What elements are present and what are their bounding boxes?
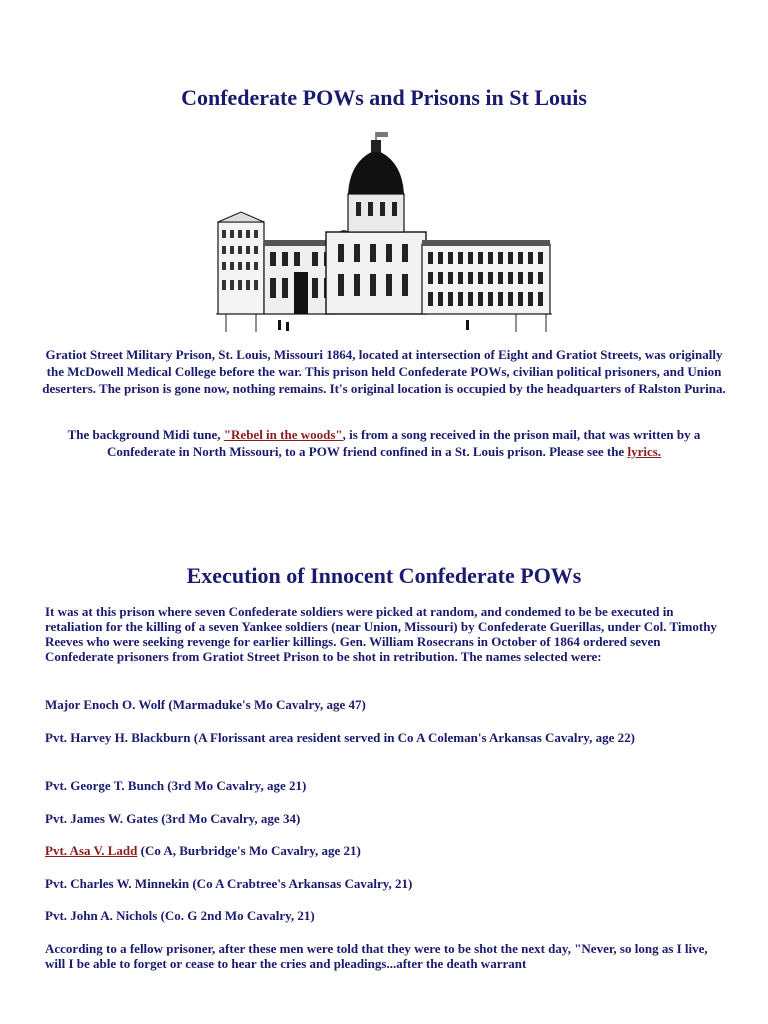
section-title: Execution of Innocent Confederate POWs — [186, 563, 582, 588]
illustration-caption: Gratiot Street Military Prison, St. Louis, Missouri 1864, located at intersection of Eight and Gratiot Streets, was originally the McDowell Medical College before the war. This prison held Confederate POWs, civilian political prisoners, and Union deserters. The prison is gone now, nothing remains. It's original location is occupied by the headquarters of Ralston Purina. — [42, 347, 726, 396]
list-item: Pvt. James W. Gates (3rd Mo Cavalry, age 34) — [45, 811, 301, 826]
prison-illustration — [216, 132, 552, 342]
section-intro: It was at this prison where seven Confederate soldiers were picked at random, and condemed to be be executed in retaliation for the killing of a seven Yankee soldiers (near Union, Missouri) by Confederate Guerillas, under Col. Timothy Reeves who were seeking revenge for earlier killings. Gen. William Rosecrans in October of 1864 ordered seven Confederate prisoners from Gratiot Street Prison to be shot in retribution. The names selected were: — [45, 604, 717, 664]
midi-note — [40, 426, 728, 460]
list-item: Pvt. Harvey H. Blackburn (A Florissant area resident served in Co A Coleman's Arkansas Cavalry, age 22) — [45, 730, 635, 745]
list-item: Pvt. George T. Bunch (3rd Mo Cavalry, age 21) — [45, 778, 307, 793]
closing-paragraph: According to a fellow prisoner, after these men were told that they were to be shot the next day, "Never, so long as I live, will I be able to forget or cease to hear the cries and pleadings...after the death warrant — [45, 941, 708, 971]
midi-middle: , is from a song received in the prison mail, that was written by a Confederate in North Missouri, to a POW friend confined in a St. Louis prison. Please see the — [106, 427, 701, 459]
page-title: Confederate POWs and Prisons in St Louis — [181, 85, 587, 110]
list-item: Pvt. Charles W. Minnekin (Co A Crabtree's Arkansas Cavalry, 21) — [45, 876, 413, 891]
list-item: Pvt. John A. Nichols (Co. G 2nd Mo Cavalry, 21) — [45, 908, 315, 923]
list-item: Major Enoch O. Wolf (Marmaduke's Mo Cavalry, age 47) — [45, 697, 366, 712]
asa-v-ladd-link[interactable]: Pvt. Asa V. Ladd — [45, 843, 138, 858]
rebel-in-the-woods-link[interactable]: "Rebel in the woods" — [223, 427, 343, 442]
list-item-detail: (Co A, Burbridge's Mo Cavalry, age 21) — [137, 843, 361, 858]
lyrics-link[interactable]: lyrics. — [627, 444, 662, 459]
list-item — [45, 843, 725, 858]
midi-prefix: The background Midi tune, — [67, 427, 224, 442]
